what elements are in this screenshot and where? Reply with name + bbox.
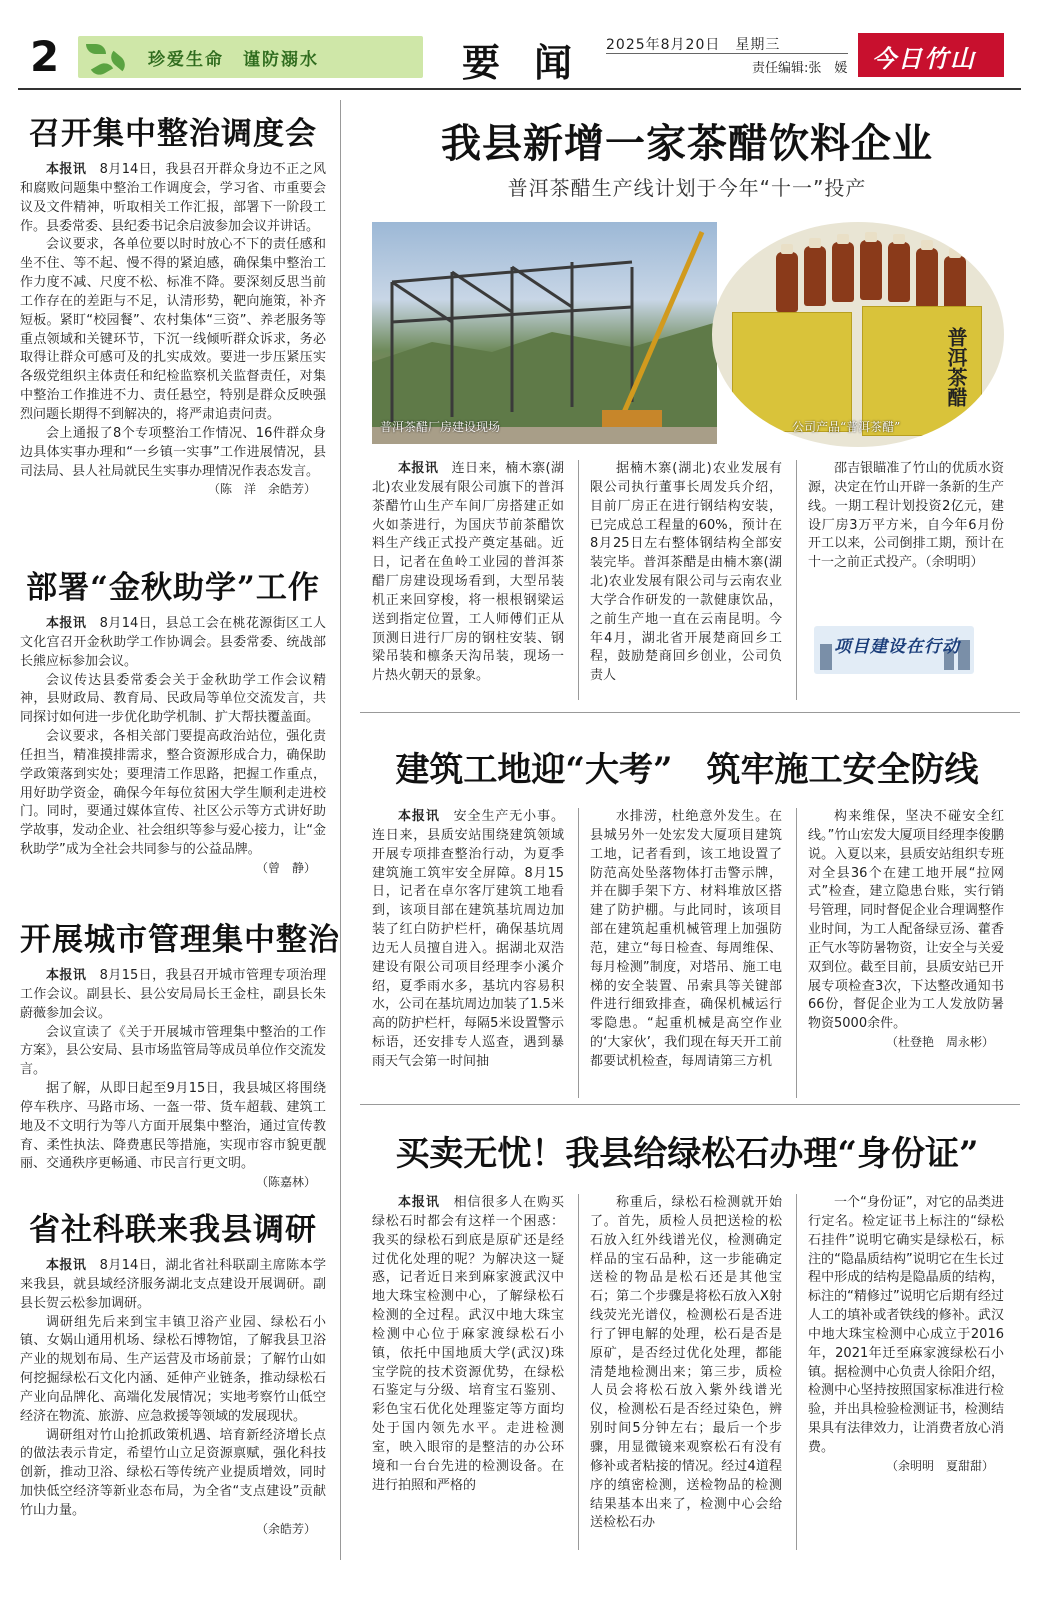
column-divider: [578, 460, 579, 700]
byline: （陈 洋 余皓芳）: [207, 482, 316, 497]
byline: （余明明 夏甜甜）: [885, 1458, 994, 1473]
product-box: [862, 306, 982, 436]
main-subheadline: 普洱茶醋生产线计划于今年“十一”投产: [507, 176, 867, 200]
paragraph: 安全生产无小事。连日来，县质安站围绕建筑领域开展专项排查整治行动，为夏季建筑施工筑牢安全屏障。8月15日，记者在卓尔客厅建筑工地看到，该项目部在建筑基坑周边加装了红白防护栏杆，确保基坑周边无人员擅自进入。据湖北双浩建设有限公司项目经理李小溪介绍，夏季雨水多，基坑内容易积水，公司在基坑周边加装了1.5米高的防护栏杆，每隔5米设置警示标语，还安排专人巡查，遇到暴雨天气会第一时间抽: [372, 809, 564, 1069]
factory-construction-photo: [372, 222, 717, 444]
article-title: 开展城市管理集中整治: [20, 922, 340, 958]
main-col-1: [372, 460, 564, 686]
product-box: [732, 312, 852, 432]
paragraph: 会议要求，各相关部门要提高政治站位，强化责任担当，精准摸排需求，整合资源形成合力，确保助学政策落到实处；要理清工作思路，把握工作重点，用好助学资金，确保今年每位贫困大学生顺利走进校门。同时，要通过媒体宣传、社区公示等方式讲好助学故事，发动企业、社会组织等参与爱心接力，让“金秋助学”成为全社会共同参与的公益品牌。: [20, 729, 326, 858]
article-dispatch-meeting: [20, 108, 326, 499]
dateline-lead: 本报讯: [398, 1195, 440, 1210]
section-divider: [360, 1104, 1020, 1105]
responsible-editor: 责任编辑:张 媛: [752, 61, 848, 76]
product-label: 普洱茶醋: [944, 327, 968, 407]
leaf-icon: [91, 60, 113, 78]
section-divider: [360, 712, 1020, 713]
paragraph: 构来维保，坚决不碰安全红线。”竹山宏发大厦项目经理李俊鹏说。入夏以来，县质安站组织专班对全县36个在建工地开展“拉网式”检查，建立隐患台账，实行销号管理，同时督促企业合理调整作业时间，为工人配备绿豆汤、藿香正气水等防暑物资，让安全与关爱双到位。截至目前，县质安站已开展专项检查3次，下达整改通知书66份，督促企业为工人发放防暑物资5000余件。: [808, 809, 1004, 1032]
project-badge: [814, 626, 974, 674]
bottle-icon: [776, 252, 798, 312]
dateline-lead: 本报讯: [46, 616, 87, 631]
paragraph: 8月14日，县总工会在桃花源街区工人文化宫召开金秋助学工作协调会。县委常委、统战部长熊应标参加会议。: [20, 616, 326, 669]
paragraph: 8月14日，我县召开群众身边不正之风和腐败问题集中整治工作调度会，学习省、市重要会议及文件精神，听取相关工作汇报，部署下一阶段工作。县委常委、县纪委书记余启波参加会议并讲话。: [20, 162, 326, 234]
bottle-icon: [832, 242, 854, 302]
article-autumn-aid: [20, 562, 326, 877]
paragraph: 连日来，楠木寨(湖北)农业发展有限公司旗下的普洱茶醋竹山生产车间厂房搭建正如火如荼进行，为国庆节前茶醋饮料生产线正式投产奠定基础。近日，记者在鱼岭工业园的普洱茶醋厂房建设现场看到，大型吊装机正来回穿梭，将一根根钢梁运送到指定位置，工人师傅们正从顶测日进行厂房的钢柱安装、钢梁吊装和檩条天沟吊装，现场一片热火朝天的景象。: [372, 461, 564, 684]
safety-col-1: [372, 808, 564, 1072]
safety-col-3: [808, 808, 1004, 1052]
paragraph: 调研组先后来到宝丰镇卫浴产业园、绿松石小镇、女娲山通用机场、绿松石博物馆，了解我县卫浴产业的规划布局、生产运营及市场前景；了解竹山如何挖掘绿松石文化内涵、延伸产业链条，推动绿松石产业向品牌化、高端化发展情况；实地考察竹山低空经济在物流、旅游、应急救援等领域的发展现状。: [20, 1314, 326, 1424]
safety-col-2: [590, 808, 782, 1072]
column-divider: [578, 1194, 579, 1550]
main-col-3: [808, 460, 1004, 573]
date-divider: [606, 53, 848, 54]
column-divider: [796, 1194, 797, 1550]
bottle-icon: [916, 248, 938, 308]
issue-date: 2025年8月20日 星期三: [606, 37, 781, 53]
paragraph: 8月14日，湖北省社科联副主席陈本学来我县，就县域经济服务湖北支点建设开展调研。副县长贺云松参加调研。: [20, 1258, 326, 1311]
paragraph: 据楠木寨(湖北)农业发展有限公司执行董事长周发兵介绍，目前厂房正在进行钢结构安装，已完成总工程量的60%，预计在8月25日左右整体钢结构全部安装完毕。普洱茶醋是由楠木寨(湖北)农业发展有限公司与云南农业大学合作研发的一款健康饮品，之前生产地一直在云南昆明。今年4月，湖北省开展楚商回乡工程，鼓励楚商回乡创业，公司负责人: [590, 461, 782, 684]
paragraph: 相信很多人在购买绿松石时都会有这样一个困惑：我买的绿松石到底是原矿还是经过优化处理的呢？为解决这一疑惑，记者近日来到麻家渡武汉中地大珠宝检测中心，了解绿松石检测的全过程。武汉中地大珠宝检测中心位于麻家渡绿松石小镇，依托中国地质大学(武汉)珠宝学院的技术资源优势，在绿松石鉴定与分级、培育宝石鉴别、彩色宝石优化处理鉴定等方面均处于国内领先水平。走进检测室，映入眼帘的是整洁的办公环境和一台台先进的检测设备。在进行拍照和严格的: [372, 1195, 564, 1493]
main-col-2: [590, 460, 782, 686]
turquoise-col-2: [590, 1194, 782, 1533]
article-body: [20, 615, 326, 877]
column-divider: [796, 460, 797, 700]
page-number: 2: [30, 32, 60, 81]
dateline-lead: 本报讯: [46, 162, 87, 177]
dateline-lead: 本报讯: [398, 809, 440, 824]
paragraph: 会议要求，各单位要以时时放心不下的责任感和坐不住、等不起、慢不得的紧迫感，确保集中整治工作力度不减、尺度不松、标准不降。要深刻反思当前工作存在的差距与不足，认清形势，靶向施策，补齐短板。紧盯“校园餐”、农村集体“三资”、养老服务等重点领域和关键环节，下沉一线倾听群众诉求，务必取得让群众可感可及的扎实成效。要进一步压紧压实各级党组织主体责任和纪检监察机关监督责任，对集中整治工作推进不力、责任悬空，特别是群众反映强烈问题长期得不到解决的，将严肃追责问责。: [20, 237, 326, 422]
photo-caption: 普洱茶醋厂房建设现场: [380, 420, 501, 434]
bottle-icon: [860, 240, 882, 300]
column-divider: [578, 808, 579, 1098]
paragraph: 水排涝，杜绝意外发生。在县城另外一处宏发大厦项目建筑工地，记者看到，该工地设置了防范高处坠落物体打击警示牌，并在脚手架下方、材料堆放区搭建了防护棚。与此同时，该项目部在建筑起重机械管理上加强防范，建立“每日检查、每周维保、每月检测”制度，对塔吊、施工电梯的安全装置、吊索具等关键部件进行细致排查，确保机械运行零隐患。“起重机械是高空作业的‘大家伙’，我们现在每天开工前都要试机检查，每周请第三方机: [590, 809, 782, 1069]
slogan-banner: [78, 36, 423, 78]
byline: （陈嘉林）: [255, 1175, 316, 1190]
paragraph: 邵吉银瞄准了竹山的优质水资源，决定在竹山开辟一条新的生产线。一期工程计划投资2亿元，建设厂房3万平方米，自今年6月份开工以来，公司倒排工期，预计在十一之前正式投产。（余明明）: [808, 461, 1004, 571]
paragraph: 会议传达县委常委会关于金秋助学工作会议精神，县财政局、教育局、民政局等单位交流发言，共同探讨如何进一步优化助学机制、扩大帮扶覆盖面。: [20, 672, 326, 726]
paragraph: 据了解，从即日起至9月15日，我县城区将围绕停车秩序、马路市场、一盔一带、货车超载、建筑工地及不文明行为等八方面开展集中整治，通过宣传教育、柔性执法、降费惠民等措施，实现市容市貌更靓丽、交通秩序更畅通、市民言行更文明。: [20, 1081, 326, 1172]
paragraph: 一个“身份证”，对它的品类进行定名。检定证书上标注的“绿松石挂件”说明它确实是绿松石，标注的“隐晶质结构”说明它在生长过程中形成的结构是隐晶质的结构，标注的“精修过”说明它后期有经过人工的填补或者铁线的修补。武汉中地大珠宝检测中心成立于2016年，2021年迁至麻家渡绿松石小镇。据检测中心负责人徐阳介绍，检测中心坚持按照国家标准进行检验，并出具检验检测证书，检测结果具有法律效力，让消费者放心消费。: [808, 1195, 1004, 1455]
paragraph: 8月15日，我县召开城市管理专项治理工作会议。副县长、县公安局局长王金柱，副县长朱蔚薇参加会议。: [20, 968, 326, 1021]
paragraph: 称重后，绿松石检测就开始了。首先，质检人员把送检的松石放入红外线谱光仪，检测确定样品的宝石品种，这一步能确定送检的物品是松石还是其他宝石；第二个步骤是将松石放入X射线荧光光谱仪，检测松石是否进行了钾电解的处理，松石是否是原矿，是否经过优化处理，都能清楚地检测出来；第三步，质检人员会将松石放入紫外线谱光仪，检测松石是否经过染色，辨别时间5分钟左右；最后一个步骤，用显微镜来观察松石有没有修补或者粘接的情况。经过4道程序的缜密检测，送检物品的检测结果基本出来了，检测中心会给送检松石办: [590, 1195, 782, 1531]
newspaper-logo: 今日竹山: [858, 33, 1004, 77]
paragraph: 会上通报了8个专项整治工作情况、16件群众身边具体实事办理和“一乡镇一实事”工作进展情况，县司法局、县人社局就民生实事办理情况作表态发言。: [20, 425, 326, 479]
article-title: 部署“金秋助学”工作: [26, 570, 320, 606]
bottle-icon: [804, 246, 826, 306]
header-rule: [18, 88, 1021, 90]
column-divider: [796, 808, 797, 1098]
leaf-icon: [86, 44, 106, 54]
article-body: [20, 161, 326, 499]
article-title: 省社科联来我县调研: [29, 1212, 317, 1248]
dateline-lead: 本报讯: [46, 968, 87, 983]
dateline-lead: 本报讯: [398, 461, 439, 476]
byline: （杜登艳 周永彬）: [885, 1035, 994, 1050]
turquoise-col-3: [808, 1194, 1004, 1475]
product-photo: [712, 222, 1004, 447]
article-title: 召开集中整治调度会: [29, 116, 317, 152]
steel-frame-illustration: [372, 222, 717, 444]
article-city-management: [20, 914, 340, 1192]
article-body: [20, 967, 326, 1192]
turquoise-headline: 买卖无忧！我县给绿松石办理“身份证”: [395, 1134, 979, 1174]
section-title: 要闻: [462, 40, 607, 85]
turquoise-col-1: [372, 1194, 564, 1496]
paragraph: 调研组对竹山抢抓政策机遇、培育新经济增长点的做法表示肯定，希望竹山立足资源禀赋，强化科技创新，推动卫浴、绿松石等传统产业提质增效，同时加快低空经济等新业态布局，为全省“支点建设”贡献竹山力量。: [20, 1427, 326, 1518]
bottle-icon: [888, 242, 910, 302]
article-social-science-visit: [20, 1204, 326, 1538]
building-icon: [820, 644, 832, 670]
main-headline: 我县新增一家茶醋饮料企业: [441, 120, 933, 167]
slogan-text: 珍爱生命 谨防溺水: [148, 50, 319, 70]
safety-headline: 建筑工地迎“大考” 筑牢施工安全防线: [395, 750, 979, 790]
article-body: [20, 1257, 326, 1538]
column-divider: [340, 100, 341, 1560]
photo-caption: 公司产品“普洱茶醋”: [792, 420, 901, 434]
byline: （曾 静）: [255, 860, 316, 875]
byline: （余皓芳）: [255, 1521, 316, 1536]
badge-text: 项目建设在行动: [834, 637, 960, 657]
paragraph: 会议宣读了《关于开展城市管理集中整治的工作方案》，县公安局、县市场监管局等成员单位作交流发言。: [20, 1024, 326, 1078]
dateline-lead: 本报讯: [46, 1258, 87, 1273]
